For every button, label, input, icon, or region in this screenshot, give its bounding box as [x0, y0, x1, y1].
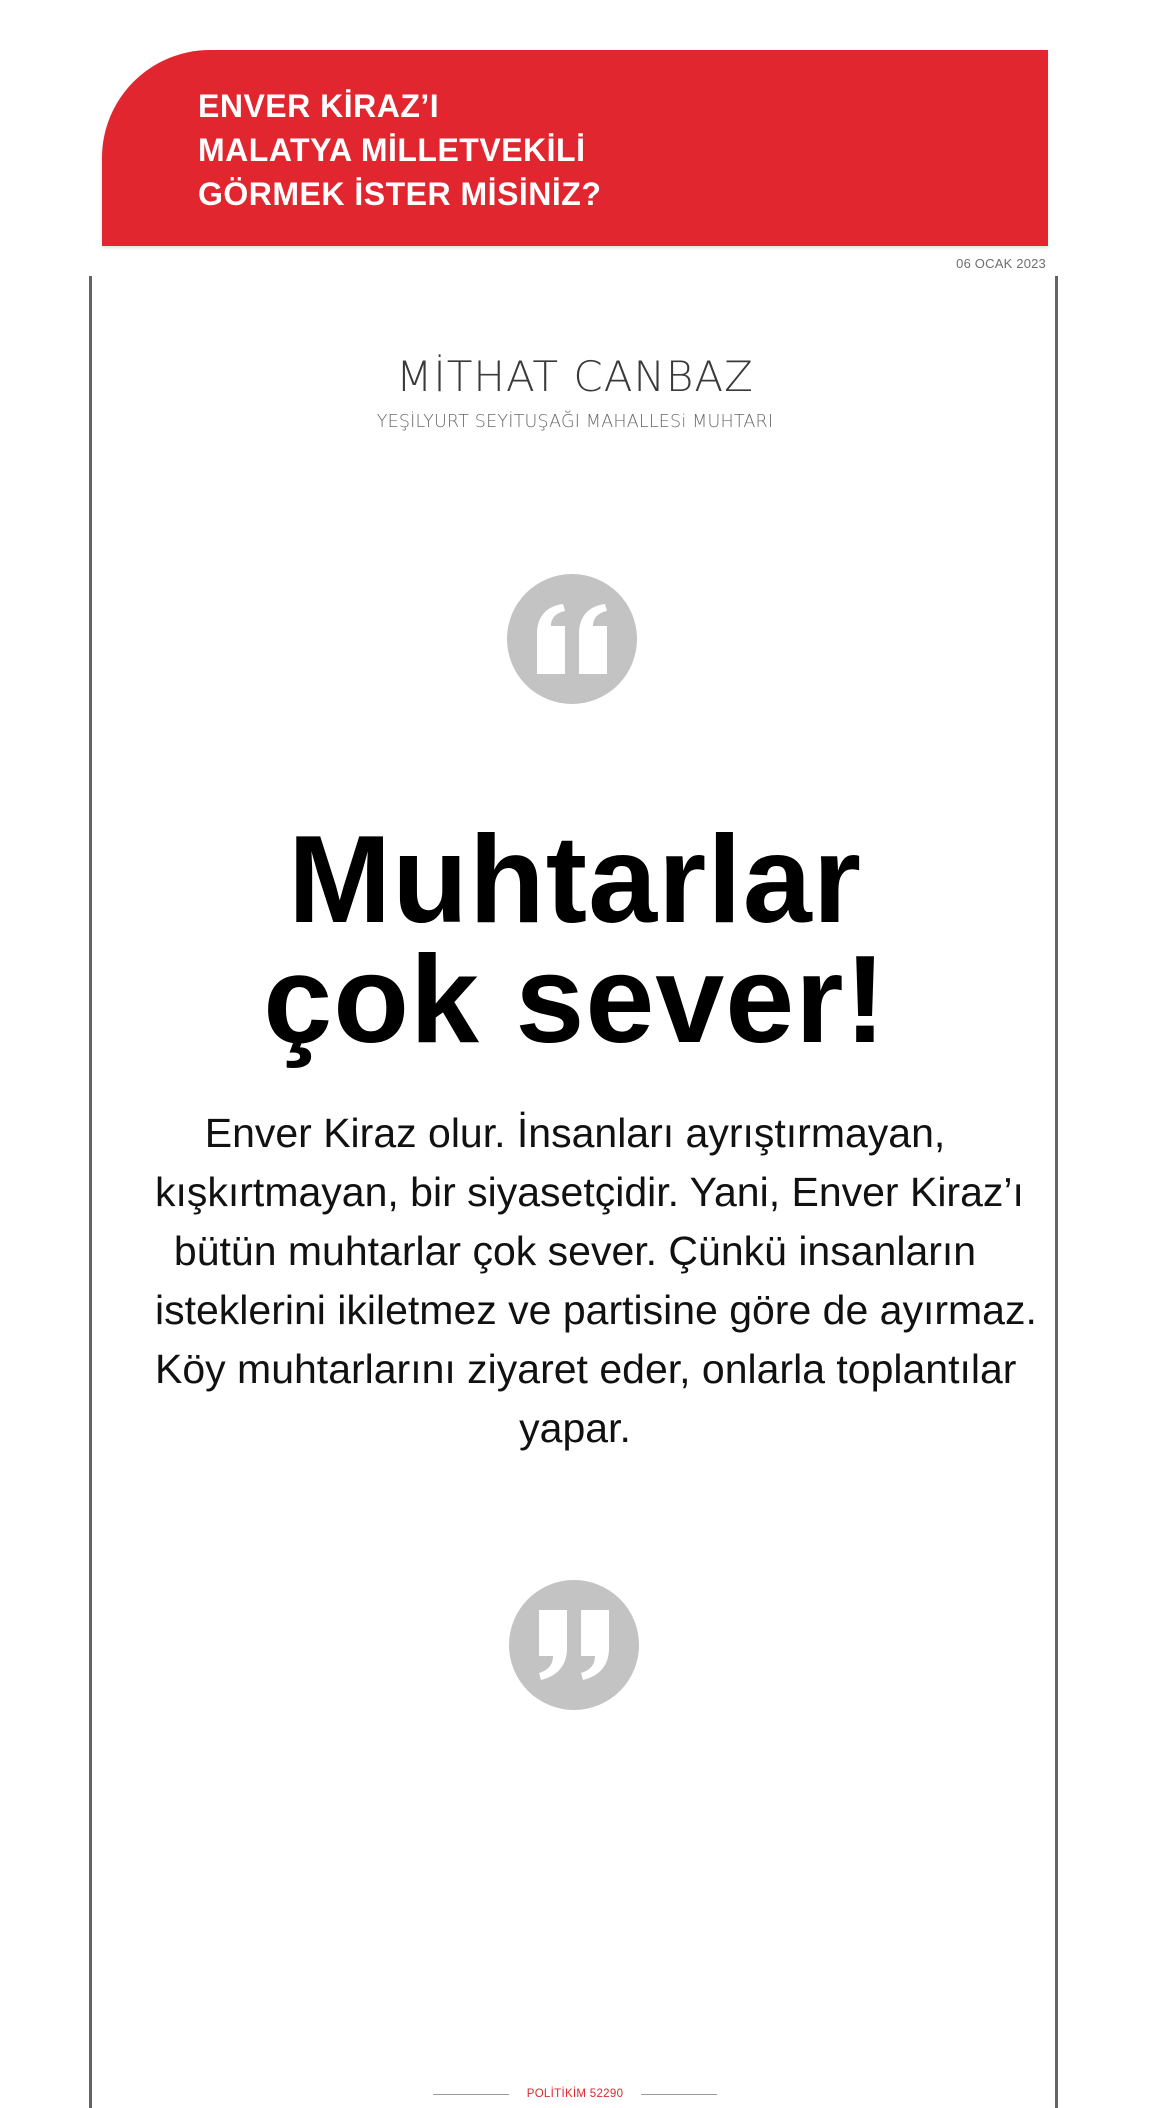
- header-title: [198, 84, 601, 216]
- publication-date: 06 OCAK 2023: [956, 256, 1046, 271]
- footer-divider-right: [641, 2094, 717, 2095]
- header-title-line-2: MALATYA MİLLETVEKİLİ: [198, 132, 586, 168]
- header-title-line-3: GÖRMEK İSTER MİSİNİZ?: [198, 176, 602, 212]
- body-line-1: Enver Kiraz olur. İnsanları ayrıştırmayan,: [204, 1110, 946, 1156]
- body-line-3: bütün muhtarlar çok sever. Çünkü insanların: [173, 1228, 977, 1274]
- body-line-2: kışkırtmayan, bir siyasetçidir. Yani, Enver Kiraz’ı: [155, 1169, 1024, 1215]
- headline: [0, 811, 1150, 1069]
- body-line-5: Köy muhtarlarını ziyaret eder, onlarla toplantılar: [155, 1346, 1017, 1392]
- frame-left-border: [89, 276, 92, 2108]
- header-title-line-1: ENVER KİRAZ’I: [198, 88, 440, 124]
- quote-close-icon: [509, 1580, 639, 1710]
- quote-open-icon: [507, 574, 637, 704]
- header-banner: [102, 50, 1048, 246]
- author-title: YEŞİLYURT SEYİTUŞAĞI MAHALLESi MUHTARI: [376, 412, 774, 432]
- body-text: [155, 1104, 1037, 1458]
- author-name: MİTHAT CANBAZ: [396, 352, 754, 401]
- headline-line-1: Muhtarlar: [288, 811, 862, 949]
- frame-right-border: [1055, 276, 1058, 2108]
- footer-label: POLİTİKİM 52290: [526, 2088, 624, 2100]
- headline-line-2: çok sever!: [263, 931, 887, 1069]
- body-line-6: yapar.: [519, 1405, 631, 1451]
- footer: [0, 2086, 1150, 2102]
- footer-divider-left: [433, 2094, 509, 2095]
- body-line-4: isteklerini ikiletmez ve partisine göre de ayırmaz.: [155, 1287, 1037, 1333]
